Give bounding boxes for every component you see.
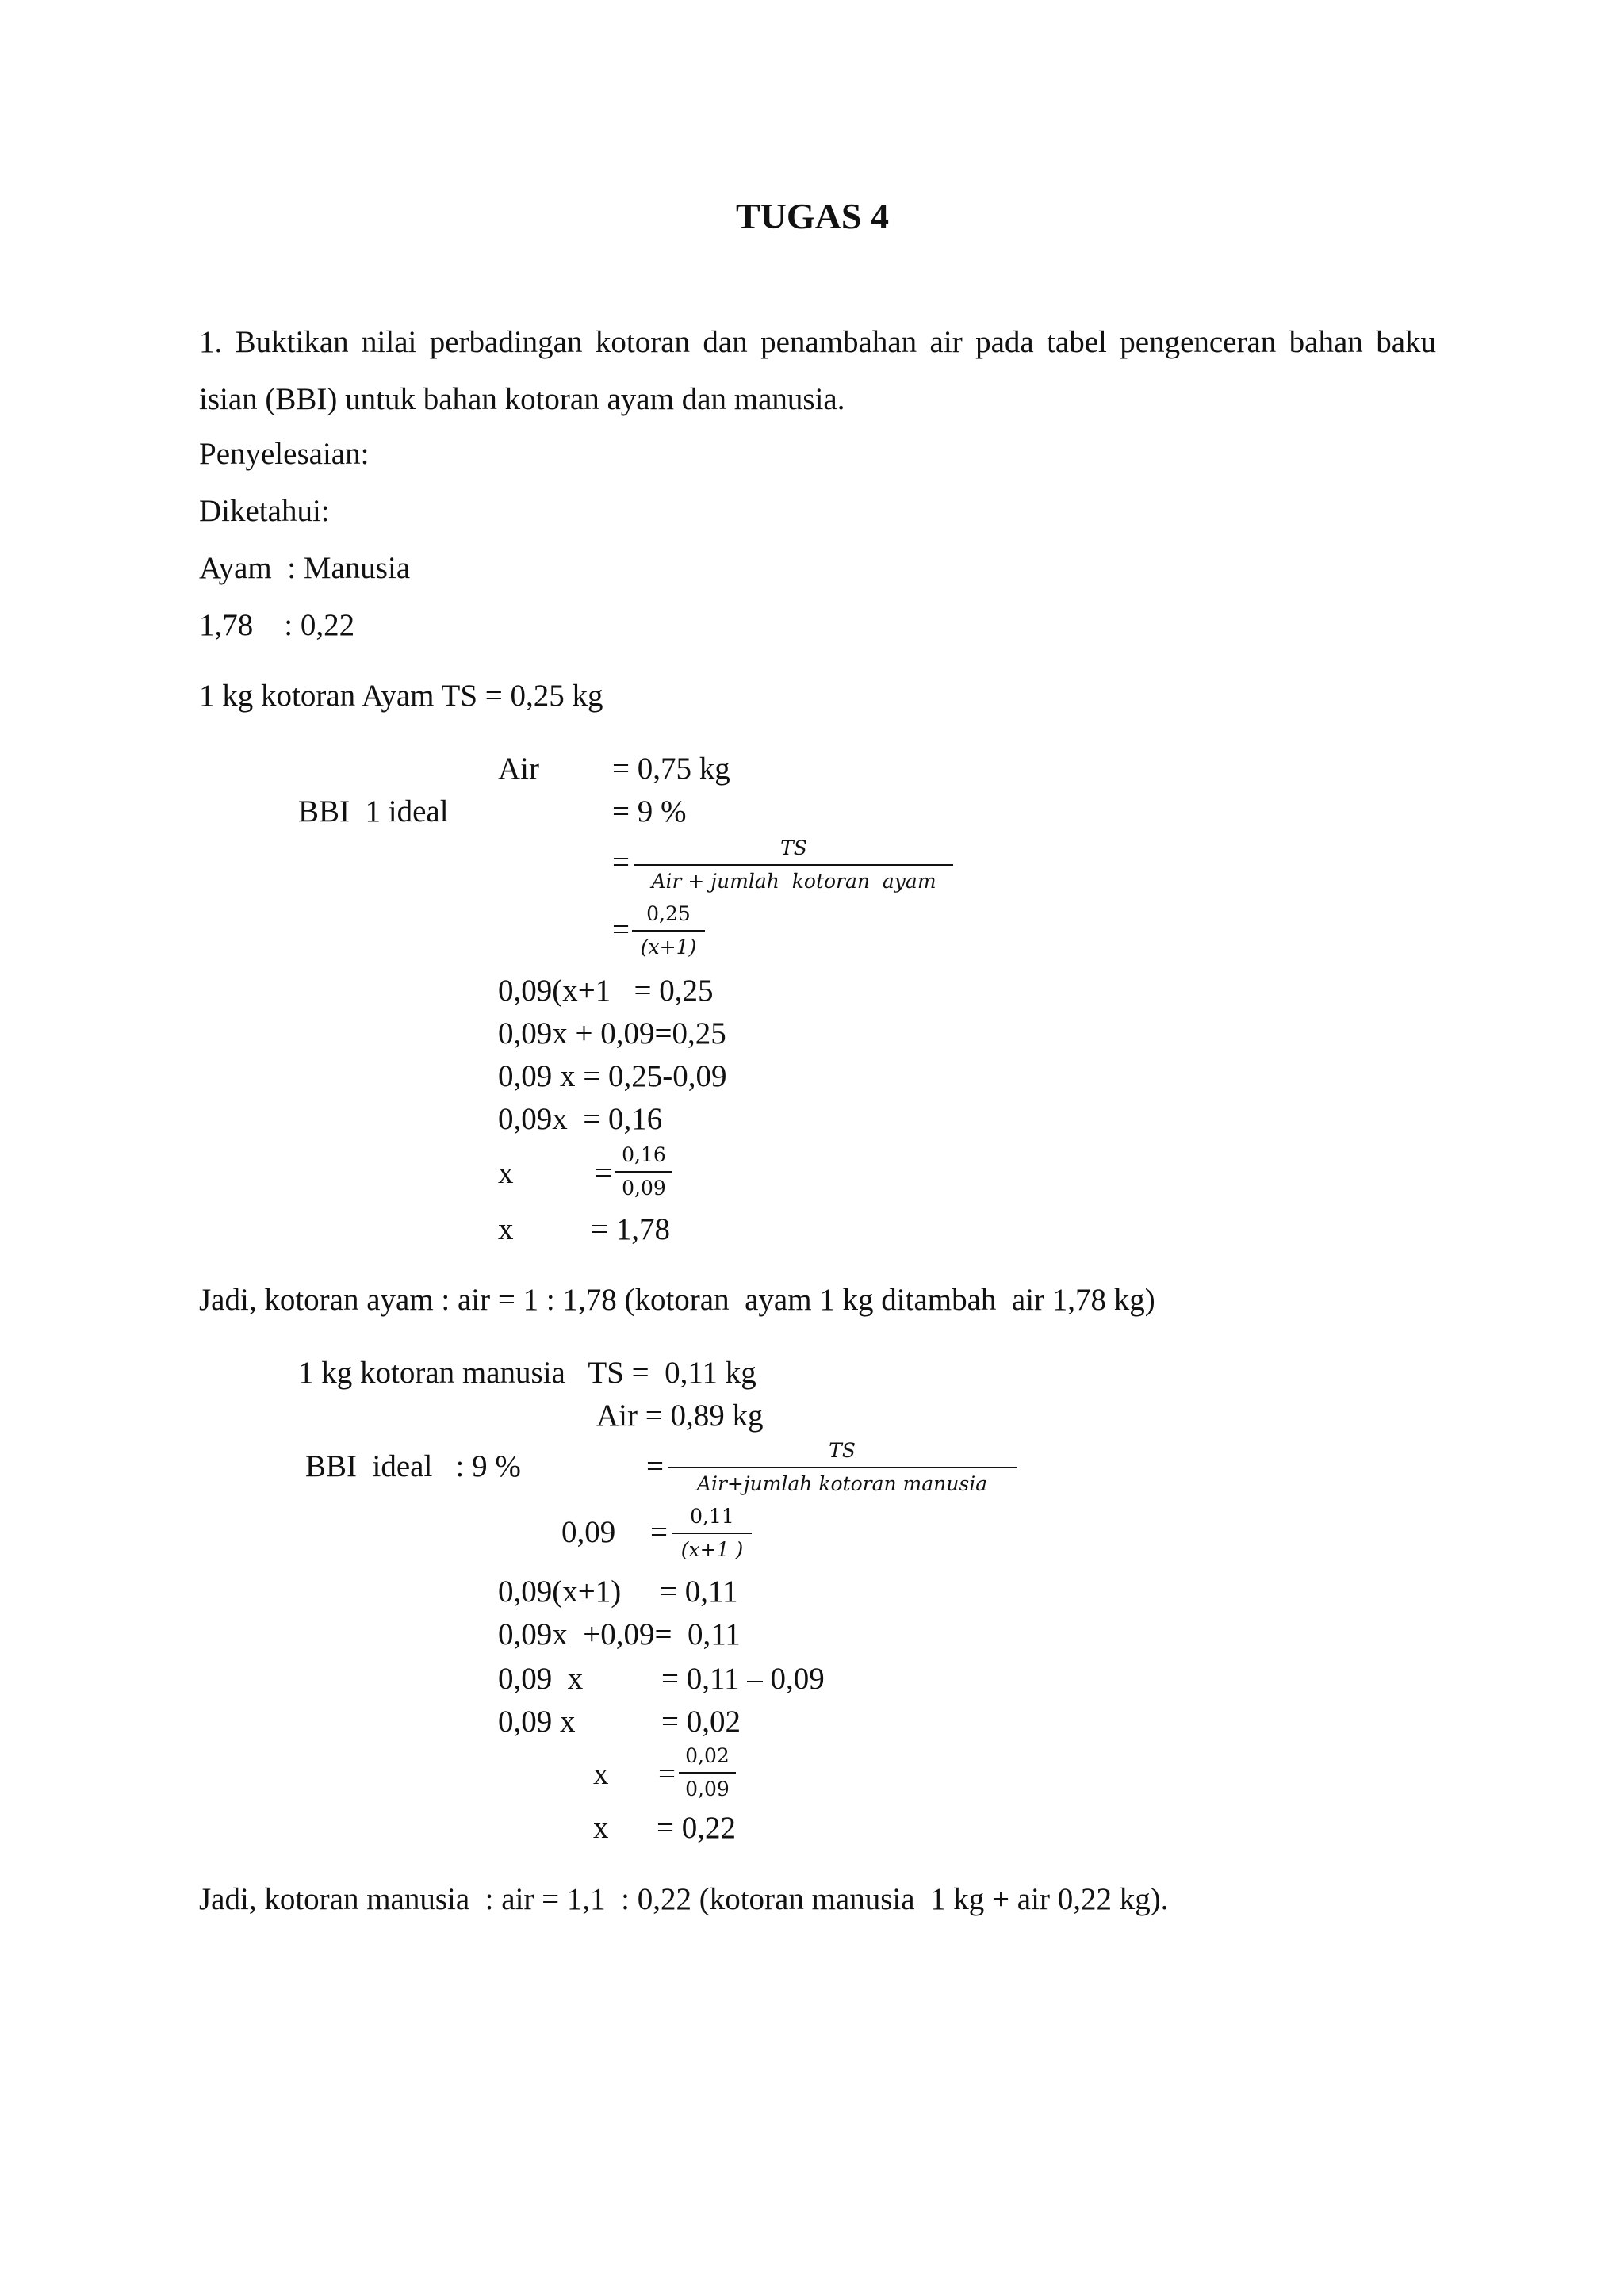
manusia-equals-2: =: [650, 1515, 668, 1549]
ayam-fraction-ts-denominator: Air + jumlah kotoran ayam: [651, 870, 936, 893]
manusia-fraction-x-denominator: (x+1 ): [680, 1538, 744, 1561]
ayam-fraction-result: [615, 1139, 672, 1204]
manusia-fraction-result: [679, 1740, 736, 1805]
ayam-x-value: = 1,78: [591, 1212, 670, 1246]
manusia-step-3-rhs: = 0,11 – 0,09: [661, 1662, 825, 1696]
ayam-air-label: Air: [498, 752, 539, 786]
ayam-x-label-1: x: [498, 1156, 514, 1190]
manusia-step-4-rhs: = 0,02: [661, 1705, 741, 1739]
manusia-step-4-lhs: 0,09 x: [498, 1705, 576, 1739]
ratio-header: Ayam : Manusia: [199, 551, 411, 585]
page-title: TUGAS 4: [736, 196, 889, 236]
penyelesaian-label: Penyelesaian:: [199, 437, 370, 471]
ayam-fraction-x-denominator: (x+1): [640, 936, 697, 959]
ayam-fraction-result-numerator: 0,16: [622, 1143, 666, 1166]
manusia-fraction-ts: [668, 1435, 1017, 1500]
ayam-equals-2: =: [612, 913, 630, 947]
manusia-conclusion: Jadi, kotoran manusia : air = 1,1 : 0,22 (kotoran manusia 1 kg + air 0,22 kg).: [199, 1882, 1169, 1916]
ayam-x-equals: =: [595, 1156, 612, 1190]
manusia-step-2: 0,09x +0,09= 0,11: [498, 1617, 741, 1651]
manusia-x-label-2: x: [593, 1811, 609, 1845]
ayam-fraction-ts: [634, 832, 953, 897]
ayam-fraction-x-numerator: 0,25: [646, 902, 691, 925]
ayam-fraction-x: [632, 898, 705, 963]
ayam-step-4: 0,09x = 0,16: [498, 1102, 663, 1136]
diketahui-label: Diketahui:: [199, 494, 330, 528]
manusia-x-value: = 0,22: [657, 1811, 736, 1845]
ayam-ts-line: 1 kg kotoran Ayam TS = 0,25 kg: [199, 679, 603, 713]
ayam-equals-1: =: [612, 845, 630, 879]
manusia-lhs: 0,09: [561, 1515, 616, 1549]
manusia-step-1: 0,09(x+1) = 0,11: [498, 1575, 738, 1609]
ayam-fraction-result-denominator: 0,09: [622, 1177, 666, 1200]
manusia-air-line: Air = 0,89 kg: [596, 1399, 764, 1433]
ayam-step-2: 0,09x + 0,09=0,25: [498, 1016, 726, 1050]
ayam-x-label-2: x: [498, 1212, 514, 1246]
ayam-step-3: 0,09 x = 0,25-0,09: [498, 1059, 727, 1093]
ratio-values: 1,78 : 0,22: [199, 608, 355, 642]
ayam-step-1: 0,09(x+1 = 0,25: [498, 974, 714, 1008]
ayam-air-value: = 0,75 kg: [612, 752, 730, 786]
manusia-x-equals: =: [658, 1757, 676, 1791]
manusia-fraction-x-numerator: 0,11: [690, 1505, 734, 1528]
manusia-step-3-lhs: 0,09 x: [498, 1662, 584, 1696]
manusia-fraction-ts-numerator: TS: [829, 1439, 856, 1462]
manusia-fraction-result-denominator: 0,09: [685, 1777, 730, 1800]
ayam-bbi-label: BBI 1 ideal: [298, 794, 449, 828]
manusia-fraction-x: [672, 1501, 752, 1566]
manusia-fraction-ts-denominator: Air+jumlah kotoran manusia: [696, 1472, 988, 1495]
ayam-fraction-ts-numerator: TS: [780, 836, 807, 859]
ayam-conclusion: Jadi, kotoran ayam : air = 1 : 1,78 (kotoran ayam 1 kg ditambah air 1,78 kg): [199, 1283, 1155, 1317]
manusia-x-label-1: x: [593, 1757, 609, 1791]
manusia-equals-1: =: [646, 1449, 664, 1483]
manusia-ts-line: 1 kg kotoran manusia TS = 0,11 kg: [298, 1356, 756, 1390]
manusia-fraction-result-numerator: 0,02: [685, 1744, 730, 1767]
question-text: 1. Buktikan nilai perbadingan kotoran dan penambahan air pada tabel pengenceran bahan baku isian (BBI) untuk bahan kotoran ayam dan manusia.: [199, 325, 1436, 416]
ayam-bbi-value: = 9 %: [612, 794, 687, 828]
manusia-bbi-label: BBI ideal : 9 %: [305, 1449, 521, 1483]
